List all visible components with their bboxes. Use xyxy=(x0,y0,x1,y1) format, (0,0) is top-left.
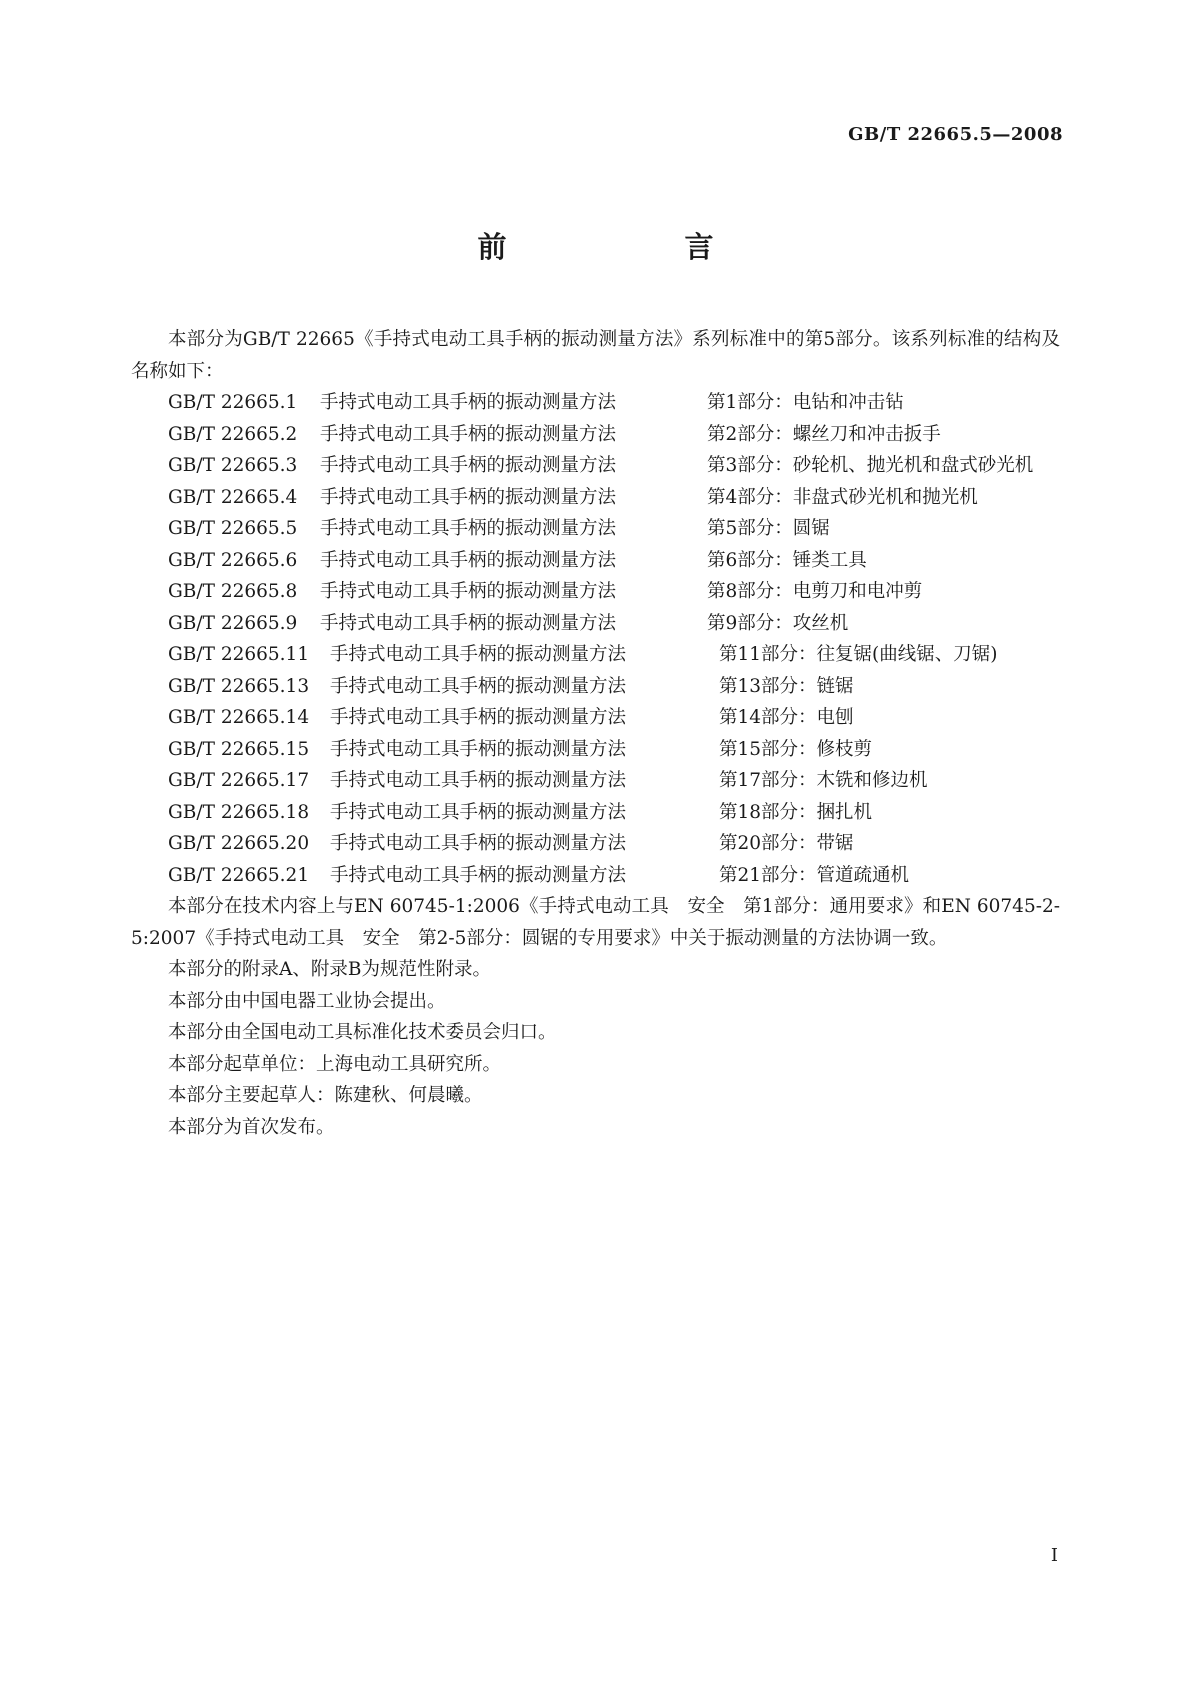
part-series-title: 手持式电动工具手柄的振动测量方法 xyxy=(330,644,627,665)
part-series-title: 手持式电动工具手柄的振动测量方法 xyxy=(320,423,617,445)
part-title: 第20部分：带锯 xyxy=(719,833,854,854)
list-item xyxy=(131,608,1060,640)
part-code: GB/T 22665.9 xyxy=(168,612,298,634)
part-code: GB/T 22665.21 xyxy=(168,864,310,886)
list-item xyxy=(131,639,1060,671)
part-title: 第8部分：电剪刀和电冲剪 xyxy=(707,581,923,602)
standard-number: GB/T 22665.5—2008 xyxy=(848,124,1063,145)
part-title: 第5部分：圆锯 xyxy=(707,518,830,539)
list-item xyxy=(131,387,1060,419)
part-series-title: 手持式电动工具手柄的振动测量方法 xyxy=(330,864,627,886)
part-title: 第6部分：锤类工具 xyxy=(707,549,867,571)
list-item xyxy=(131,576,1060,608)
part-code: GB/T 22665.5 xyxy=(168,518,298,539)
list-item xyxy=(131,419,1060,451)
list-item xyxy=(131,450,1060,482)
part-code: GB/T 22665.13 xyxy=(168,675,310,697)
part-code: GB/T 22665.11 xyxy=(168,644,310,665)
part-series-title: 手持式电动工具手柄的振动测量方法 xyxy=(320,581,617,602)
list-item xyxy=(131,765,1060,797)
page-number: I xyxy=(1050,1545,1058,1566)
part-series-title: 手持式电动工具手柄的振动测量方法 xyxy=(330,707,627,728)
part-code: GB/T 22665.15 xyxy=(168,738,310,760)
part-code: GB/T 22665.4 xyxy=(168,486,298,508)
part-code: GB/T 22665.17 xyxy=(168,770,310,791)
list-item xyxy=(131,734,1060,766)
body-paragraph: 本部分起草单位：上海电动工具研究所。 xyxy=(168,1053,502,1075)
part-code: GB/T 22665.18 xyxy=(168,801,310,823)
part-title: 第11部分：往复锯(曲线锯、刀锯) xyxy=(719,644,998,665)
body-paragraph: 本部分的附录A、附录B为规范性附录。 xyxy=(168,959,491,980)
list-item xyxy=(131,702,1060,734)
body-paragraph: 本部分主要起草人：陈建秋、何晨曦。 xyxy=(168,1085,483,1106)
part-series-title: 手持式电动工具手柄的振动测量方法 xyxy=(320,549,617,571)
list-item xyxy=(131,545,1060,577)
part-title: 第1部分：电钻和冲击钻 xyxy=(707,392,904,413)
body-paragraph: 本部分在技术内容上与EN 60745-1:2006《手持式电动工具 安全 第1部分：通用要求》和EN 60745-2-5:2007《手持式电动工具 安全 第2-5部分：圆锯的专用要求》中关于振动测量的方法协调一致。 xyxy=(131,896,1060,949)
part-code: GB/T 22665.2 xyxy=(168,423,298,445)
part-title: 第17部分：木铣和修边机 xyxy=(719,770,928,791)
part-series-title: 手持式电动工具手柄的振动测量方法 xyxy=(320,612,617,634)
part-code: GB/T 22665.3 xyxy=(168,455,298,476)
part-series-title: 手持式电动工具手柄的振动测量方法 xyxy=(320,392,617,413)
part-series-title: 手持式电动工具手柄的振动测量方法 xyxy=(330,801,627,823)
list-item xyxy=(131,671,1060,703)
part-title: 第9部分：攻丝机 xyxy=(707,612,849,634)
part-series-title: 手持式电动工具手柄的振动测量方法 xyxy=(330,675,627,697)
part-code: GB/T 22665.6 xyxy=(168,549,298,571)
part-series-title: 手持式电动工具手柄的振动测量方法 xyxy=(320,518,617,539)
part-title: 第15部分：修枝剪 xyxy=(719,738,873,760)
part-title: 第14部分：电刨 xyxy=(719,707,854,728)
body-paragraph: 本部分为首次发布。 xyxy=(168,1116,335,1138)
part-title: 第4部分：非盘式砂光机和抛光机 xyxy=(707,486,978,508)
part-title: 第18部分：捆扎机 xyxy=(719,801,873,823)
body-paragraphs xyxy=(131,891,1060,1143)
intro-paragraph: 本部分为GB/T 22665《手持式电动工具手柄的振动测量方法》系列标准中的第5部分。该系列标准的结构及名称如下： xyxy=(131,329,1060,382)
part-code: GB/T 22665.20 xyxy=(168,833,310,854)
part-series-title: 手持式电动工具手柄的振动测量方法 xyxy=(330,770,627,791)
body-paragraph: 本部分由全国电动工具标准化技术委员会归口。 xyxy=(168,1022,557,1043)
list-item xyxy=(131,513,1060,545)
list-item xyxy=(131,797,1060,829)
page-title: 前 言 xyxy=(477,230,754,264)
part-title: 第3部分：砂轮机、抛光机和盘式砂光机 xyxy=(707,455,1034,476)
list-item xyxy=(131,860,1060,892)
part-series-title: 手持式电动工具手柄的振动测量方法 xyxy=(320,455,617,476)
parts-list xyxy=(131,387,1060,891)
part-title: 第21部分：管道疏通机 xyxy=(719,864,910,886)
body-paragraph: 本部分由中国电器工业协会提出。 xyxy=(168,990,446,1012)
part-series-title: 手持式电动工具手柄的振动测量方法 xyxy=(330,738,627,760)
part-series-title: 手持式电动工具手柄的振动测量方法 xyxy=(320,486,617,508)
document-body xyxy=(131,324,1060,1143)
part-code: GB/T 22665.14 xyxy=(168,707,310,728)
part-title: 第13部分：链锯 xyxy=(719,675,854,697)
part-title: 第2部分：螺丝刀和冲击扳手 xyxy=(707,423,941,445)
list-item xyxy=(131,482,1060,514)
part-series-title: 手持式电动工具手柄的振动测量方法 xyxy=(330,833,627,854)
part-code: GB/T 22665.8 xyxy=(168,581,298,602)
part-code: GB/T 22665.1 xyxy=(168,392,298,413)
list-item xyxy=(131,828,1060,860)
